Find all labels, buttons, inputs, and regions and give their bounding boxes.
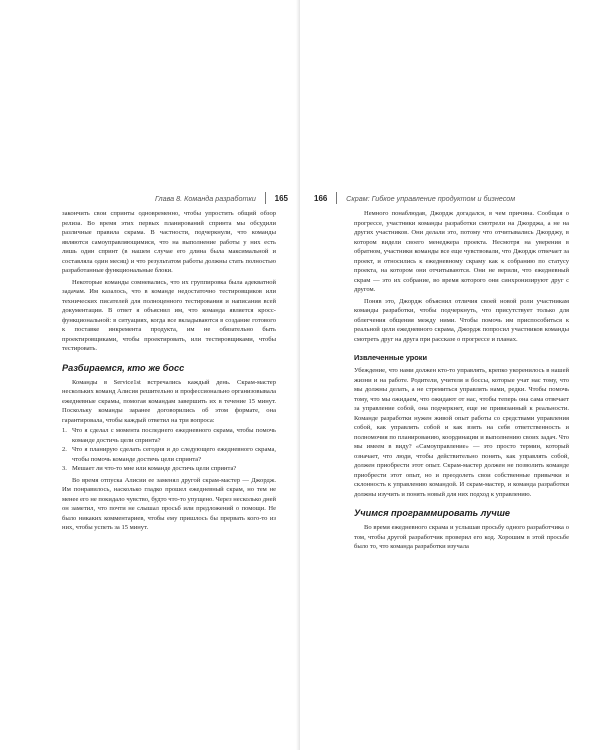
right-running-head: [314, 191, 515, 205]
list-item: [62, 426, 276, 445]
right-body-text: [354, 209, 569, 552]
paragraph: Некоторые команды сомневались, что их группировка была адекватной задачам. Им казалось, что в команде недостаточно тестировщиков или технических писателей для полноценного тестирования и написания всей документации. В ответ я объяснил им, что команда является кросс-функциональной: в ситуациях, когда все вкладываются в создание готового к поставке инкремента продукта, им не обязательно быть проектировщиками, чтобы проектировать, или тестировщиками, чтобы тестировать.: [62, 278, 276, 352]
list-text: Мешает ли что-то мне или команде достичь цели спринта?: [72, 465, 237, 472]
left-running-head: [155, 191, 288, 205]
list-text: Что я сделал с момента последнего ежедневного скрама, чтобы помочь команде достичь цели спринта?: [72, 427, 276, 444]
list-number: 2.: [62, 446, 67, 453]
list-text: Что я планирую сделать сегодня и до следующего ежедневного скрама, чтобы помочь команде достичь цели спринта?: [72, 446, 276, 463]
subheading-lessons: Извлеченные уроки: [354, 353, 428, 362]
question-list: [62, 426, 276, 474]
paragraph: Во время ежедневного скрама и услышав просьбу одного разработчика о том, чтобы другой разработчик проверил его код. Хорошим в этой просьбе было то, что команда разработки изучала: [354, 524, 569, 550]
paragraph: Убеждение, что нами должен кто-то управлять, крепко укоренилось в нашей жизни и на работе. Родители, учителя и боссы, которые учат нас тому, что мы должны делать, а не стремиться управлять нами, редки. Чтобы помочь тому, что мы ожидаем, что ожидают от нас, чтобы теперь она сама отвечает за управление собой, она подчеркнет, еще не привязанный к реальности. Команде разработки нужен живой опыт работы со средствами управления собой, как управлять собой и как взять на себя ответственность и полномочия по планированию, координации и выполнению своих задач. Что мы имеем в виду? «Самоуправление» — это просто термин, который означает, что люди, чтобы действительно понять, как управлять собой, должен приобрести этот опыт. Скрам-мастер должен не позволить команде приобрести этот опыт, но и преодолеть свои собственные привычки и склонность к управлению командой. И скрам-мастер, и команда разработки должны изучить и понять новый для них подход к управлению.: [354, 367, 569, 498]
paragraph: Поняв это, Джордж объяснил отличия своей новой роли участникам команды разработки, чтобы подчеркнуть, что присутствует только для облегчения общения между ними. Чтобы помочь им приспособиться к реальной цели ежедневного скрама, Джордж попросил участников команды смотреть друг на друга при рассказе о прогрессе и планах.: [354, 297, 569, 343]
list-item: [62, 445, 276, 464]
running-head-divider: [336, 192, 337, 204]
list-number: 1.: [62, 427, 67, 434]
paragraph: Немного понаблюдав, Джордж догадался, в чем причина. Сообщая о прогрессе, участники команды разработки смотрели на Джорджа, а не на других участников. Они делали это, потому что отчитывались Джорджу, в котором видели своего менеджера проекта. Несмотря на уверения в обратном, участники команды все еще чувствовали, что Джордж отвечает за проект, и относились к ежедневному скраму как к собранию по статусу проекта, на котором они отчитываются. Они не верили, что ежедневный скрам — это их собрание, во время которого они синхронизируют друг с другом.: [354, 210, 569, 293]
running-head-divider: [265, 192, 266, 204]
section-heading-programming: Учимся программировать лучше: [354, 508, 511, 518]
paragraph: закончить свои спринты одновременно, чтобы упростить общий обзор релиза. Во время этих первых планирований спринта мы обсудили различные правила скрама. В частности, подчеркнули, что команды являются самоуправляющимися, что на выполнение работы у них есть лишь один спринт (в нашем случае его длина была максимальной и составляла один месяц) и что результатом работы должны стать полностью разработанные функциональные блоки.: [62, 210, 276, 274]
paragraph: Во время отпуска Алисии ее заменял другой скрам-мастер — Джордж. Им понравилось, насколько гладко прошел ежедневный скрам, но тем не менее его не покидало чувство, будто что-то упущено. Через несколько дней он заметил, что почти не слышал просьб или предложений о помощи. Не было никаких комментариев, чтобы ему пришлось бы прервать кого-то из них, чтобы успеть за 15 минут.: [62, 476, 276, 531]
left-page-number: 165: [274, 193, 288, 203]
list-item: [62, 464, 276, 474]
left-body-text: [62, 209, 276, 533]
right-page: [300, 0, 600, 750]
paragraph: Команды в Service1st встречались каждый день. Скрам-мастер нескольких команд Алисия решительно и профессионально организовывала ежедневные скрамы, помогая командам завершить их в течение 15 минут. Поскольку команды заранее договорились об этом формате, она гарантировала, чтобы каждый ответил на три вопроса:: [62, 378, 276, 424]
right-running-title: Скрам: Гибкое управление продуктом и бизнесом: [346, 193, 516, 203]
section-heading-boss: Разбираемся, кто же босс: [62, 362, 185, 373]
list-number: 3.: [62, 465, 67, 472]
left-running-title: Глава 8. Команда разработки: [154, 193, 256, 203]
right-page-number: 166: [314, 193, 328, 203]
